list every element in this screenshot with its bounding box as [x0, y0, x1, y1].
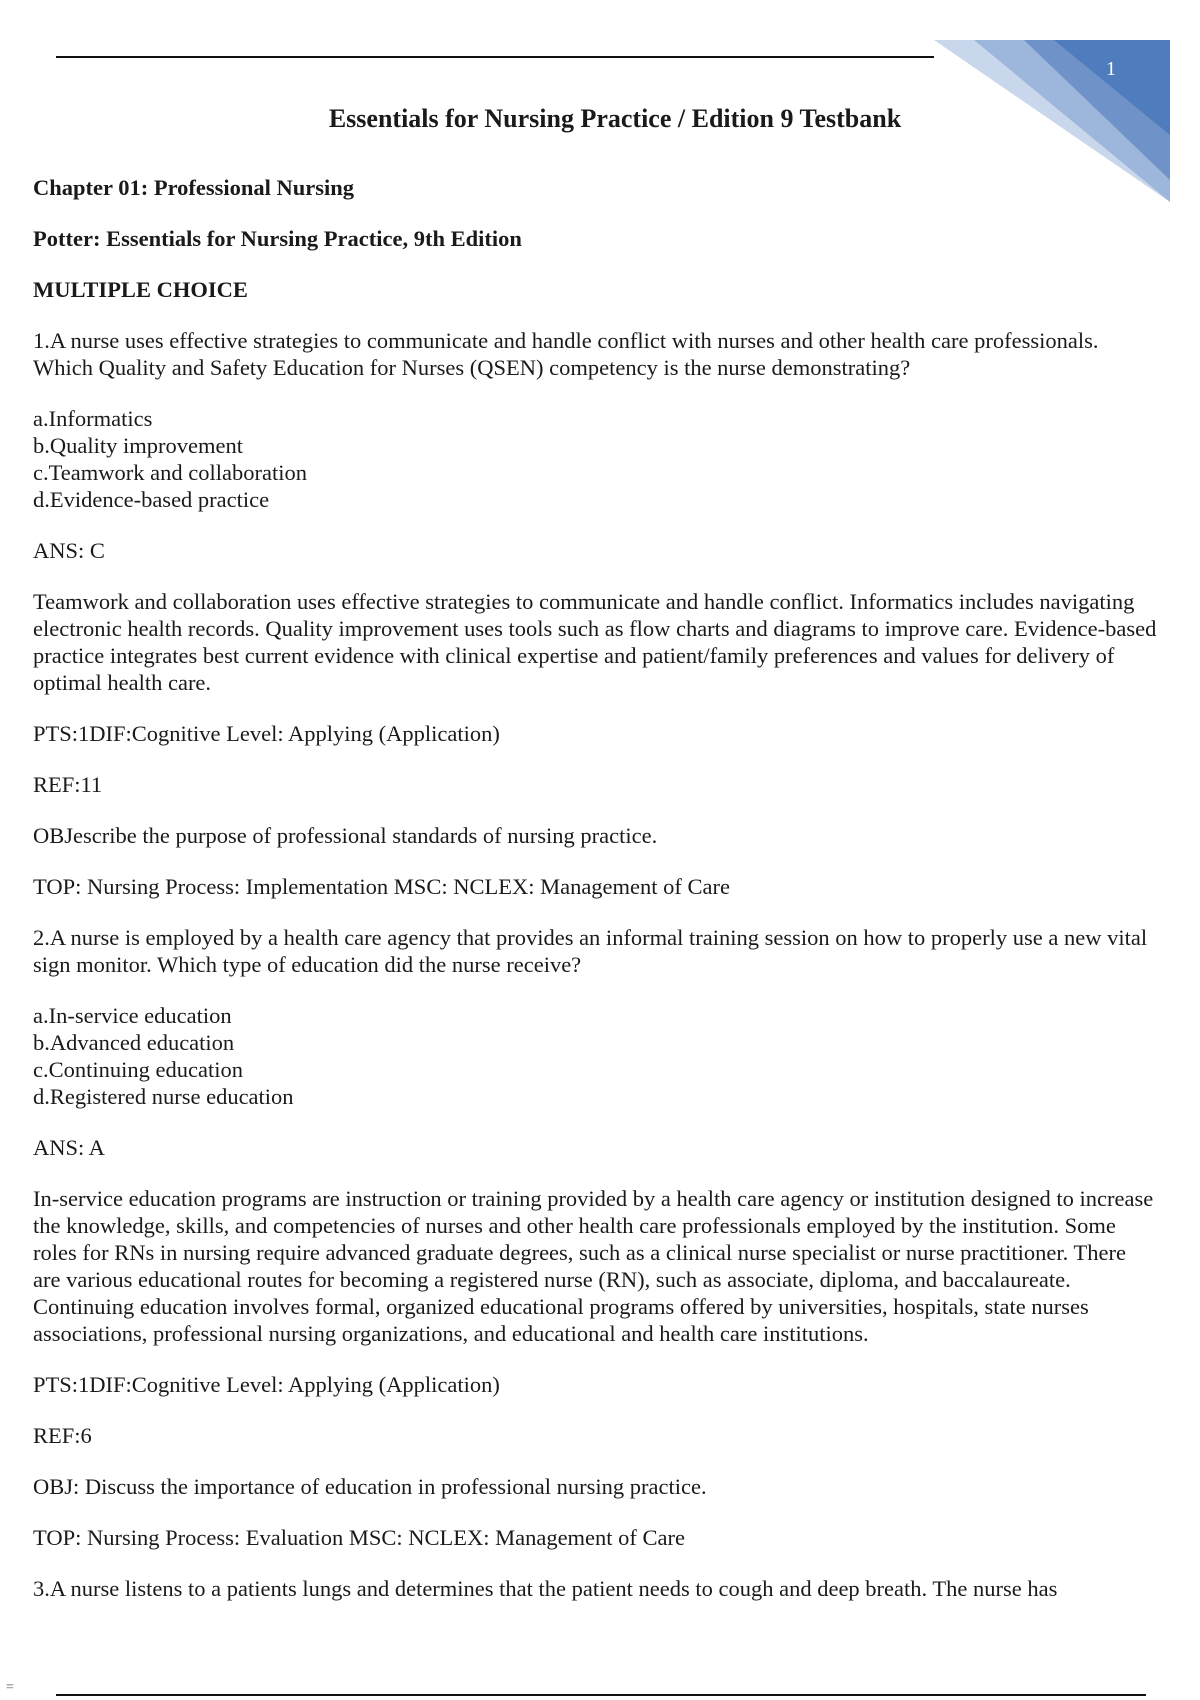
question-2-options: [33, 1002, 1158, 1110]
question-1-ref: REF:11: [33, 772, 103, 797]
question-2-rationale: In-service education programs are instruction or training provided by a health care agency or institution designed to increase the knowledge, skills, and competencies of nurses and other health care professionals employed by the institution. Some roles for RNs in nursing require advanced graduate degrees, such as a clinical nurse specialist or nurse practitioner. There are various educational routes for becoming a registered nurse (RN), such as associate, diploma, and baccalaureate. Continuing education involves formal, organized educational programs offered by universities, hospitals, state nurses associations, professional nursing organizations, and educational and health care institutions.: [33, 1186, 1154, 1346]
question-1-stem: 1.A nurse uses effective strategies to communicate and handle conflict with nurses and other health care professionals. Which Quality and Safety Education for Nurses (QSEN) competency is the nurse demonstrating?: [33, 328, 1099, 380]
option: c.Teamwork and collaboration: [33, 460, 307, 485]
question-2-ref: REF:6: [33, 1423, 92, 1448]
option: a.Informatics: [33, 406, 153, 431]
option: a.In-service education: [33, 1003, 232, 1028]
chapter-heading: Chapter 01: Professional Nursing: [33, 175, 355, 200]
question-1-rationale: Teamwork and collaboration uses effective strategies to communicate and handle conflict. Informatics includes navigating electronic health records. Quality improvement uses tools such as flow charts and diagrams to improve care. Evidence-based practice integrates best current evidence with clinical expertise and patient/family preferences and values for delivery of optimal health care.: [33, 589, 1157, 695]
document-title: Essentials for Nursing Practice / Edition 9 Testbank: [328, 104, 902, 133]
option: d.Registered nurse education: [33, 1084, 294, 1109]
question-3-stem: 3.A nurse listens to a patients lungs and determines that the patient needs to cough and deep breath. The nurse has: [33, 1576, 1058, 1601]
question-2-top: TOP: Nursing Process: Evaluation MSC: NCLEX: Management of Care: [33, 1525, 686, 1550]
question-1-top: TOP: Nursing Process: Implementation MSC: NCLEX: Management of Care: [33, 874, 730, 899]
margin-mark: =: [6, 1680, 14, 1695]
document-body: [33, 174, 1158, 1626]
question-1-pts: PTS:1DIF:Cognitive Level: Applying (Application): [33, 721, 500, 746]
option: c.Continuing education: [33, 1057, 243, 1082]
question-2-pts: PTS:1DIF:Cognitive Level: Applying (Application): [33, 1372, 500, 1397]
question-1-obj: OBJescribe the purpose of professional standards of nursing practice.: [33, 823, 658, 848]
question-1-options: [33, 405, 1158, 513]
section-heading: MULTIPLE CHOICE: [33, 277, 248, 302]
option: b.Advanced education: [33, 1030, 235, 1055]
page-number: 1: [1106, 58, 1116, 80]
question-1-answer: ANS: C: [33, 538, 105, 563]
question-2-obj: OBJ: Discuss the importance of education in professional nursing practice.: [33, 1474, 707, 1499]
header-rule: [56, 56, 934, 58]
book-heading: Potter: Essentials for Nursing Practice, 9th Edition: [33, 226, 522, 251]
option: d.Evidence-based practice: [33, 487, 270, 512]
footer-rule: [56, 1694, 1146, 1696]
question-2-answer: ANS: A: [33, 1135, 105, 1160]
option: b.Quality improvement: [33, 433, 243, 458]
question-2-stem: 2.A nurse is employed by a health care agency that provides an informal training session on how to properly use a new vital sign monitor. Which type of education did the nurse receive?: [33, 925, 1148, 977]
